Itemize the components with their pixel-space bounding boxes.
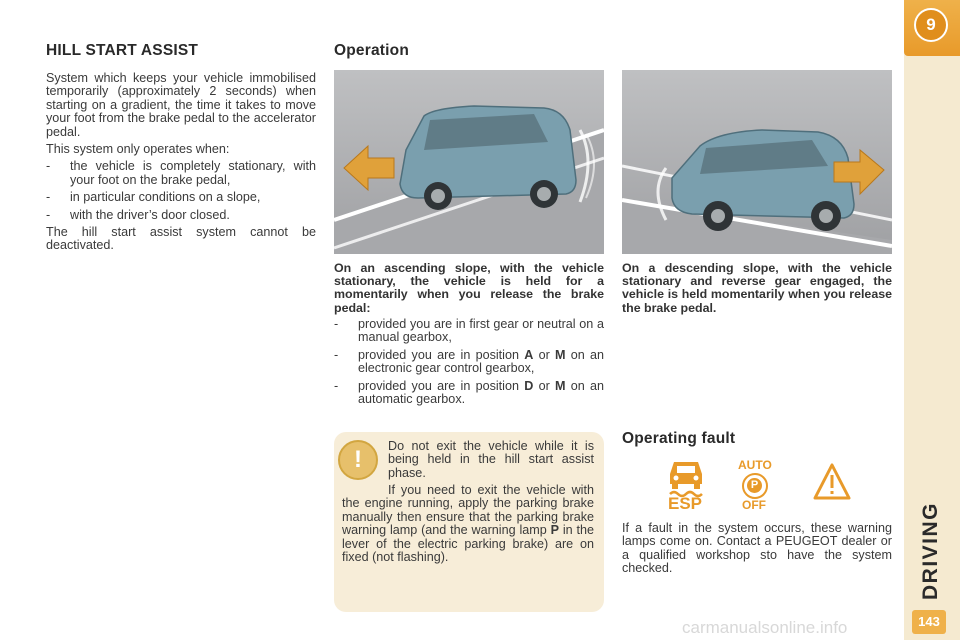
- position-m-label: M: [555, 347, 566, 362]
- chapter-number: 9: [914, 8, 948, 42]
- page-number: 143: [912, 610, 946, 634]
- operation-title: Operation: [334, 42, 410, 59]
- warning-exclamation-icon: !: [338, 440, 378, 480]
- hill-start-closing: The hill start assist system cannot be deactivated.: [46, 225, 316, 253]
- hill-start-text: [46, 72, 316, 257]
- descending-car-svg: [622, 70, 892, 254]
- ascending-slope-illustration: [334, 70, 604, 254]
- parking-p-label: P: [747, 478, 762, 493]
- car-rear-illustration: [400, 106, 576, 210]
- ascending-bullet: - provided you are in position D or M on an automatic gearbox.: [334, 378, 604, 407]
- chapter-title: DRIVING: [919, 501, 942, 601]
- lamp-p-label: P: [550, 523, 559, 538]
- auto-label: AUTO: [738, 458, 772, 472]
- esp-label: ESP: [668, 494, 703, 513]
- hill-start-intro: System which keeps your vehicle immobilised temporarily (approximately 2 seconds) when starting on a gradient, the time it takes to move your foot from the brake pedal to the accelerator pedal.: [46, 71, 316, 139]
- ascending-conditions: [334, 318, 604, 410]
- ascending-bullet: - provided you are in position A or M on an electronic gear control gearbox,: [334, 347, 604, 376]
- position-a-label: A: [524, 347, 534, 362]
- chapter-title-box: [906, 496, 956, 606]
- ascending-car-svg: [334, 70, 604, 254]
- parking-circle: [742, 473, 768, 499]
- auto-parking-off-icon: [734, 458, 782, 514]
- warning-text-2: If you need to exit the vehicle with the engine running, apply the parking brake manually then ensure that the parking brake warning lamp (and the warning lamp P in the lever of the electric parking brake) are on fixed (not flashing).: [342, 483, 594, 565]
- warning-text-1: Do not exit the vehicle while it is being held in the hill start assist phase.: [388, 439, 594, 480]
- ascending-bullet: - provided you are in first gear or neutral on a manual gearbox,: [334, 317, 604, 345]
- hill-start-title: HILL START ASSIST: [46, 42, 199, 59]
- hill-start-bullet: - with the driver’s door closed.: [46, 207, 230, 222]
- descending-caption: On a descending slope, with the vehicle stationary and reverse gear engaged, the vehicle is held momentarily when you release the brake pedal.: [622, 261, 892, 315]
- fault-text: If a fault in the system occurs, these warning lamps come on. Contact a PEUGEOT dealer or a qualified workshop sto have the system checked.: [622, 521, 892, 576]
- operating-fault-title: Operating fault: [622, 430, 736, 447]
- position-m-label: M: [555, 378, 566, 393]
- hill-start-bullet: - in particular conditions on a slope,: [46, 190, 261, 205]
- hill-start-when: This system only operates when:: [46, 142, 230, 157]
- position-d-label: D: [524, 378, 534, 393]
- hill-start-bullet: - the vehicle is completely stationary, with your foot on the brake pedal,: [46, 159, 316, 187]
- watermark: carmanualsonline.info: [682, 618, 848, 637]
- general-warning-triangle-icon: [812, 462, 852, 502]
- off-label: OFF: [742, 498, 766, 512]
- ascending-caption: On an ascending slope, with the vehicle stationary, the vehicle is held for a momentarily when you release the brake pedal:: [334, 261, 604, 315]
- descending-slope-illustration: [622, 70, 892, 254]
- arrow-left-icon: [344, 146, 394, 190]
- esp-warning-icon: [664, 458, 708, 514]
